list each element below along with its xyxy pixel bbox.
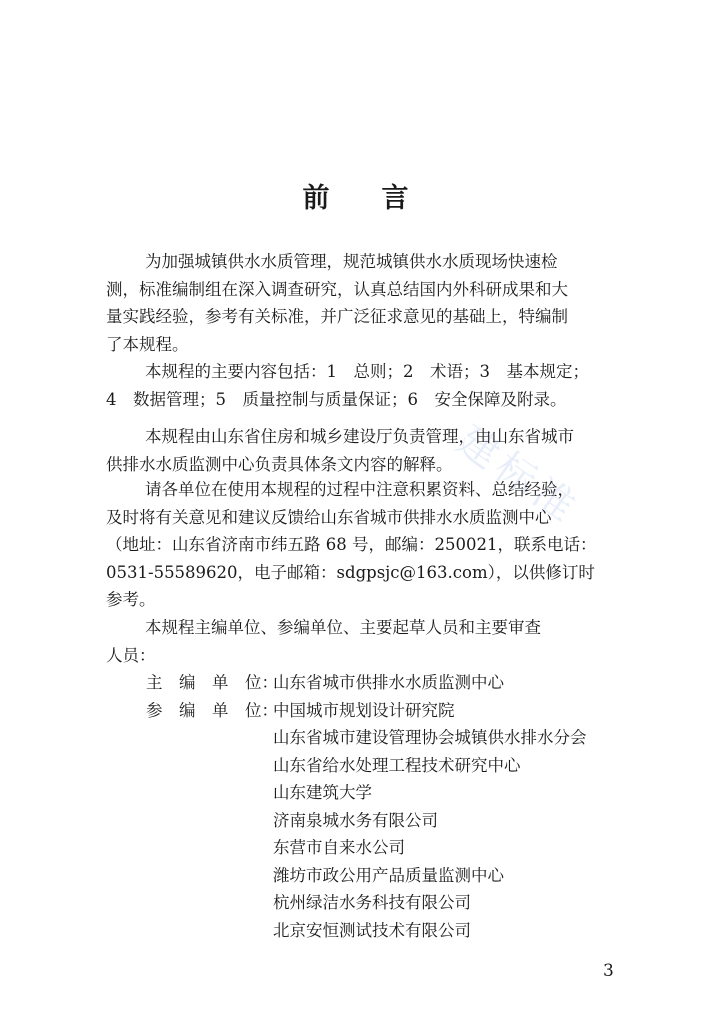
watermark: 建标准 (448, 417, 588, 535)
text-line: 人员： (106, 645, 156, 665)
text-line: 了本规程。 (106, 334, 189, 354)
paragraph-contents (106, 358, 632, 413)
text-line: 为加强城镇供水水质管理，规范城镇供水水质现场快速检 (145, 252, 558, 271)
co-editor-row (146, 697, 587, 945)
co-editor-unit: 东营市自来水公司 (273, 838, 405, 857)
paragraph-purpose (106, 248, 632, 358)
paragraph-feedback (106, 476, 632, 614)
text-line: 参考。 (106, 590, 156, 609)
text-line: 测，标准编制组在深入调查研究，认真总结国内外科研成果和大 (106, 279, 568, 299)
text-line: 本规程主编单位、参编单位、主要起草人员和主要审查 (145, 618, 541, 637)
chief-editor-label: 主 编 单 位： (146, 673, 278, 692)
paragraph-editors-intro (106, 614, 632, 669)
text-line: 0531-55589620，电子邮箱：sdgpsjc@163.com），以供修订时 (106, 562, 595, 582)
page-title: 前言 (302, 183, 461, 214)
text-line: （地址：山东省济南市纬五路 68 号，邮编：250021，联系电话： (106, 535, 597, 554)
text-line: 供排水水质监测中心负责具体条文内容的解释。 (106, 454, 453, 474)
chief-editor-row (146, 669, 587, 697)
co-editor-unit: 杭州绿洁水务科技有限公司 (273, 893, 471, 912)
co-editor-label: 参 编 单 位： (146, 700, 278, 720)
editor-units (146, 669, 587, 944)
page-number: 3 (603, 961, 614, 981)
co-editor-unit: 北京安恒测试技术有限公司 (273, 920, 471, 940)
co-editor-unit: 济南泉城水务有限公司 (273, 810, 438, 830)
text-line: 及时将有关意见和建议反馈给山东省城市供排水水质监测中心 (106, 507, 552, 527)
co-editor-unit: 潍坊市政公用产品质量监测中心 (273, 865, 504, 885)
text-line: 本规程的主要内容包括：1 总则；2 术语；3 基本规定； (145, 362, 589, 381)
co-editor-unit: 中国城市规划设计研究院 (273, 700, 455, 720)
text-line: 本规程由山东省住房和城乡建设厅负责管理，由山东省城市 (145, 427, 574, 446)
text-line: 4 数据管理；5 质量控制与质量保证；6 安全保障及附录。 (106, 389, 567, 409)
text-line: 请各单位在使用本规程的过程中注意积累资料、总结经验， (145, 480, 574, 499)
co-editor-unit: 山东建筑大学 (273, 783, 372, 802)
co-editor-unit: 山东省城市建设管理协会城镇供水排水分会 (273, 728, 587, 747)
paragraph-management (106, 423, 632, 478)
co-editor-unit: 山东省给水处理工程技术研究中心 (273, 755, 521, 775)
co-editor-list (273, 697, 587, 945)
chief-editor-unit: 山东省城市供排水水质监测中心 (273, 673, 504, 692)
text-line: 量实践经验，参考有关标准，并广泛征求意见的基础上，特编制 (106, 307, 568, 326)
